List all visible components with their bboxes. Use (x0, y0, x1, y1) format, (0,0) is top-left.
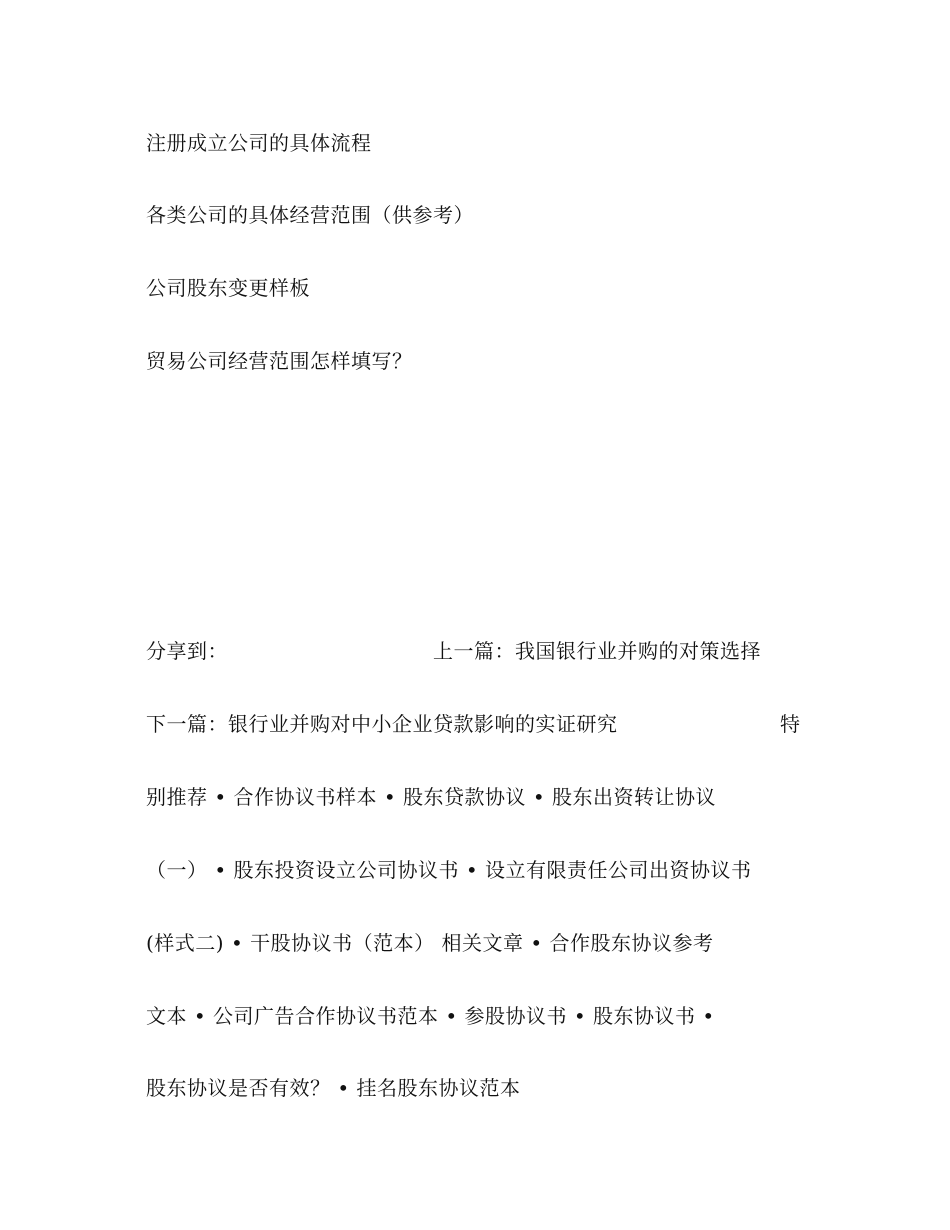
link-trade-company-scope[interactable]: 贸易公司经营范围怎样填写？ (146, 349, 413, 373)
special-recommend-start: 特 (780, 712, 801, 736)
recommend-line-1[interactable]: 别推荐 • 合作协议书样本 • 股东贷款协议 • 股东出资转让协议 (146, 785, 717, 809)
link-register-company-process[interactable]: 注册成立公司的具体流程 (146, 131, 372, 155)
next-article-link[interactable]: 下一篇：银行业并购对中小企业贷款影响的实证研究 (146, 712, 618, 736)
recommend-line-3[interactable]: (样式二) • 干股协议书（范本） 相关文章 • 合作股东协议参考 (146, 931, 714, 955)
recommend-line-4[interactable]: 文本 • 公司广告合作协议书范本 • 参股协议书 • 股东协议书 • (146, 1004, 715, 1028)
prev-article-link[interactable]: 上一篇：我国银行业并购的对策选择 (433, 639, 761, 663)
link-shareholder-change-template[interactable]: 公司股东变更样板 (146, 276, 310, 300)
link-business-scope-reference[interactable]: 各类公司的具体经营范围（供参考） (146, 203, 474, 227)
share-label: 分享到： (146, 639, 228, 663)
recommend-line-5[interactable]: 股东协议是否有效？ • 挂名股东协议范本 (146, 1076, 521, 1100)
recommend-line-2[interactable]: （一） • 股东投资设立公司协议书 • 设立有限责任公司出资协议书 (146, 858, 752, 882)
